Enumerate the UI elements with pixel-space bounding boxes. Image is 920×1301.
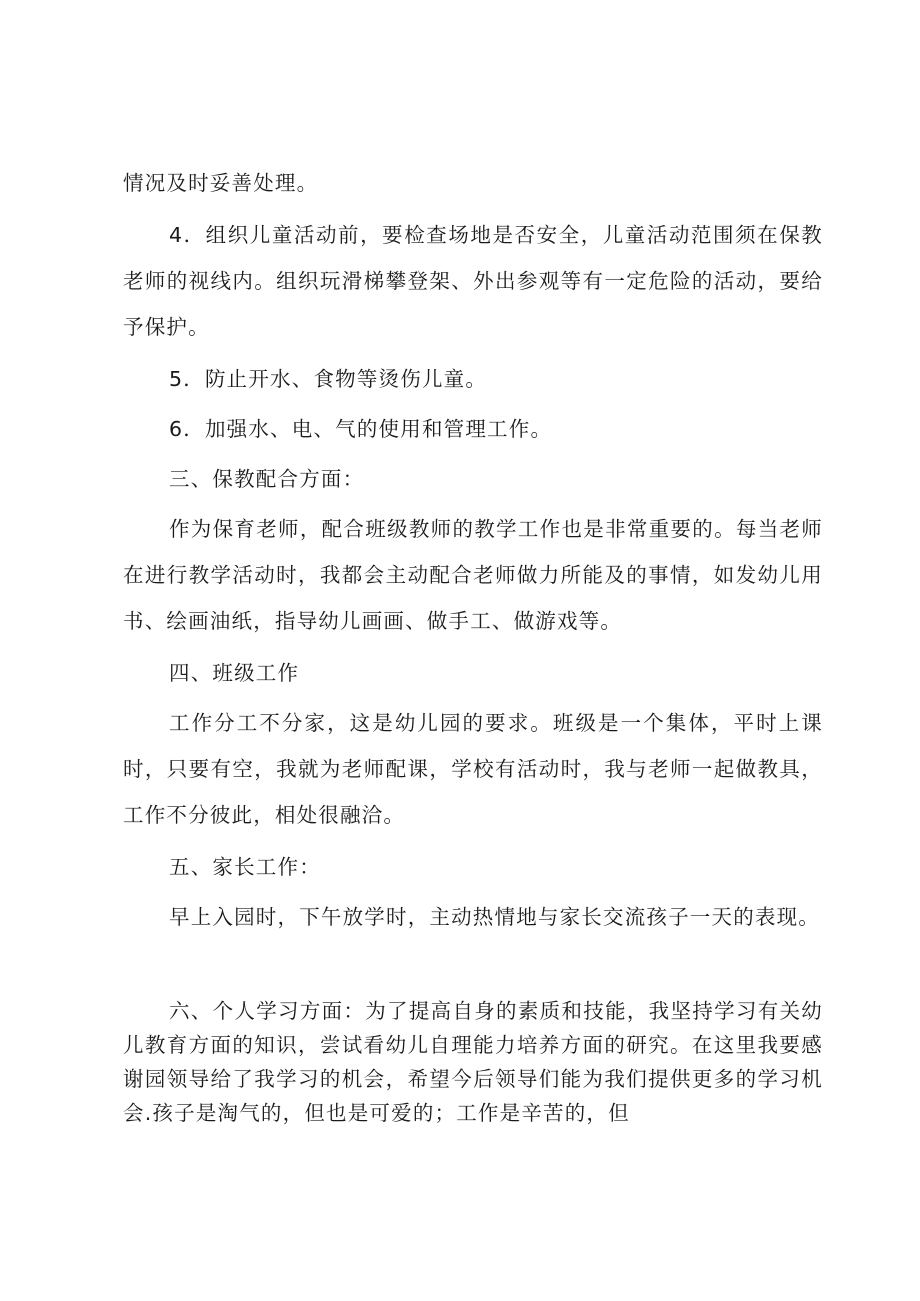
- section-heading-3: 三、保教配合方面：: [169, 467, 365, 491]
- paragraph-section-4: 工作分工不分家，这是幼儿园的要求。班级是一个集体，平时上课时，只要有空，我就为老师配课，学校有活动时，我与老师一起做教具，工作不分彼此，相处很融洽。: [123, 711, 823, 827]
- paragraph-continuation: 情况及时妥善处理。: [123, 171, 319, 195]
- paragraph-section-6: 六、个人学习方面：为了提高自身的素质和技能，我坚持学习有关幼儿教育方面的知识，尝试看幼儿自理能力培养方面的研究。在这里我要感谢园领导给了我学习的机会，希望今后领导们能为我们提供更多的学习机会.孩子是淘气的，但也是可爱的；工作是辛苦的，但: [123, 999, 823, 1125]
- paragraph-section-3: 作为保育老师，配合班级教师的教学工作也是非常重要的。每当老师在进行教学活动时，我都会主动配合老师做力所能及的事情，如发幼儿用书、绘画油纸，指导幼儿画画、做手工、做游戏等。: [123, 517, 823, 633]
- paragraph-item-6: 6．加强水、电、气的使用和管理工作。: [169, 417, 553, 441]
- section-heading-5: 五、家长工作：: [169, 855, 321, 879]
- paragraph-item-4: 4．组织儿童活动前，要检查场地是否安全，儿童活动范围须在保教老师的视线内。组织玩滑梯攀登架、外出参观等有一定危险的活动，要给予保护。: [123, 223, 823, 339]
- paragraph-item-5: 5．防止开水、食物等烫伤儿童。: [169, 367, 488, 391]
- section-heading-4: 四、班级工作: [169, 661, 300, 685]
- paragraph-section-5: 早上入园时，下午放学时，主动热情地与家长交流孩子一天的表现。: [169, 905, 820, 929]
